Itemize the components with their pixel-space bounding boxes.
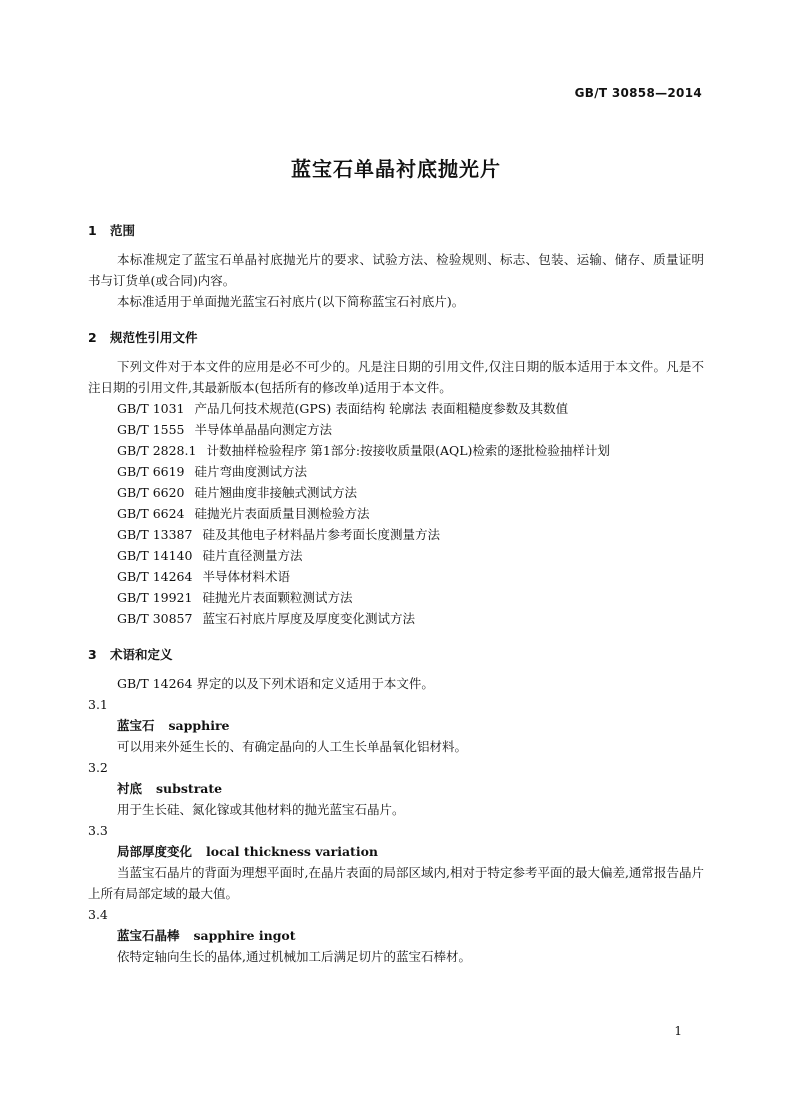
section-heading-terms — [88, 644, 704, 665]
reference-code: GB/T 30857 — [117, 611, 193, 626]
reference-item — [88, 587, 704, 608]
term-number: 3.2 — [88, 760, 108, 775]
reference-item — [88, 482, 704, 503]
reference-item — [88, 461, 704, 482]
reference-item — [88, 419, 704, 440]
scope-paragraph: 本标准适用于单面抛光蓝宝石衬底片(以下简称蓝宝石衬底片)。 — [117, 294, 465, 309]
reference-title: 硅片弯曲度测试方法 — [194, 464, 308, 479]
reference-item — [88, 566, 704, 587]
reference-code: GB/T 6620 — [117, 485, 185, 500]
reference-item — [88, 440, 704, 461]
term-zh: 局部厚度变化 — [117, 844, 193, 859]
term-heading — [88, 778, 704, 799]
term-en: sapphire — [168, 718, 230, 733]
reference-code: GB/T 2828.1 — [117, 443, 197, 458]
reference-title: 硅抛光片表面颗粒测试方法 — [202, 590, 353, 605]
reference-title: 产品几何技术规范(GPS) 表面结构 轮廓法 表面粗糙度参数及其数值 — [194, 401, 569, 416]
section-number: 2 — [88, 330, 97, 345]
reference-code: GB/T 14264 — [117, 569, 193, 584]
reference-item — [88, 398, 704, 419]
reference-code: GB/T 14140 — [117, 548, 193, 563]
reference-item — [88, 524, 704, 545]
term-heading — [88, 841, 704, 862]
term-en: substrate — [156, 781, 223, 796]
term-list — [88, 694, 704, 967]
term-definition: 用于生长硅、氮化镓或其他材料的抛光蓝宝石晶片。 — [117, 802, 405, 817]
standard-code: GB/T 30858—2014 — [574, 86, 702, 100]
term-number: 3.3 — [88, 823, 108, 838]
term-zh: 衬底 — [117, 781, 143, 796]
term-heading — [88, 925, 704, 946]
reference-list — [88, 398, 704, 629]
section-heading-scope — [88, 220, 704, 241]
reference-title: 半导体单晶晶向测定方法 — [194, 422, 333, 437]
reference-item — [88, 503, 704, 524]
section-title: 规范性引用文件 — [110, 330, 198, 345]
reference-code: GB/T 13387 — [117, 527, 193, 542]
term-zh: 蓝宝石晶棒 — [117, 928, 180, 943]
document-body — [88, 220, 704, 967]
reference-title: 半导体材料术语 — [202, 569, 290, 584]
reference-code: GB/T 19921 — [117, 590, 193, 605]
reference-code: GB/T 1031 — [117, 401, 185, 416]
reference-code: GB/T 1555 — [117, 422, 185, 437]
section-number: 1 — [88, 223, 97, 238]
page-number: 1 — [674, 1024, 682, 1038]
section-number: 3 — [88, 647, 97, 662]
reference-item — [88, 608, 704, 629]
term-number: 3.1 — [88, 697, 108, 712]
reference-title: 硅抛光片表面质量目测检验方法 — [194, 506, 370, 521]
scope-paragraph: 本标准规定了蓝宝石单晶衬底抛光片的要求、试验方法、检验规则、标志、包装、运输、储存、质量证明书与订货单(或合同)内容。 — [88, 252, 704, 288]
terms-intro: GB/T 14264 界定的以及下列术语和定义适用于本文件。 — [117, 676, 434, 691]
term-number: 3.4 — [88, 907, 108, 922]
term-definition: 可以用来外延生长的、有确定晶向的人工生长单晶氧化铝材料。 — [117, 739, 468, 754]
term-zh: 蓝宝石 — [117, 718, 155, 733]
section-title: 术语和定义 — [110, 647, 173, 662]
reference-code: GB/T 6619 — [117, 464, 185, 479]
section-title: 范围 — [110, 223, 136, 238]
reference-title: 计数抽样检验程序 第1部分:按接收质量限(AQL)检索的逐批检验抽样计划 — [206, 443, 610, 458]
term-definition: 依特定轴向生长的晶体,通过机械加工后满足切片的蓝宝石棒材。 — [117, 949, 471, 964]
reference-item — [88, 545, 704, 566]
document-title: 蓝宝石单晶衬底抛光片 — [291, 157, 501, 181]
reference-title: 蓝宝石衬底片厚度及厚度变化测试方法 — [202, 611, 415, 626]
reference-title: 硅及其他电子材料晶片参考面长度测量方法 — [202, 527, 440, 542]
references-intro: 下列文件对于本文件的应用是必不可少的。凡是注日期的引用文件,仅注日期的版本适用于本文件。凡是不注日期的引用文件,其最新版本(包括所有的修改单)适用于本文件。 — [88, 359, 704, 395]
term-en: sapphire ingot — [193, 928, 296, 943]
reference-code: GB/T 6624 — [117, 506, 185, 521]
reference-title: 硅片直径测量方法 — [202, 548, 303, 563]
term-en: local thickness variation — [206, 844, 379, 859]
term-heading — [88, 715, 704, 736]
term-definition: 当蓝宝石晶片的背面为理想平面时,在晶片表面的局部区域内,相对于特定参考平面的最大偏差,通常报告晶片上所有局部定域的最大值。 — [88, 865, 704, 901]
section-heading-references — [88, 327, 704, 348]
reference-title: 硅片翘曲度非接触式测试方法 — [194, 485, 358, 500]
